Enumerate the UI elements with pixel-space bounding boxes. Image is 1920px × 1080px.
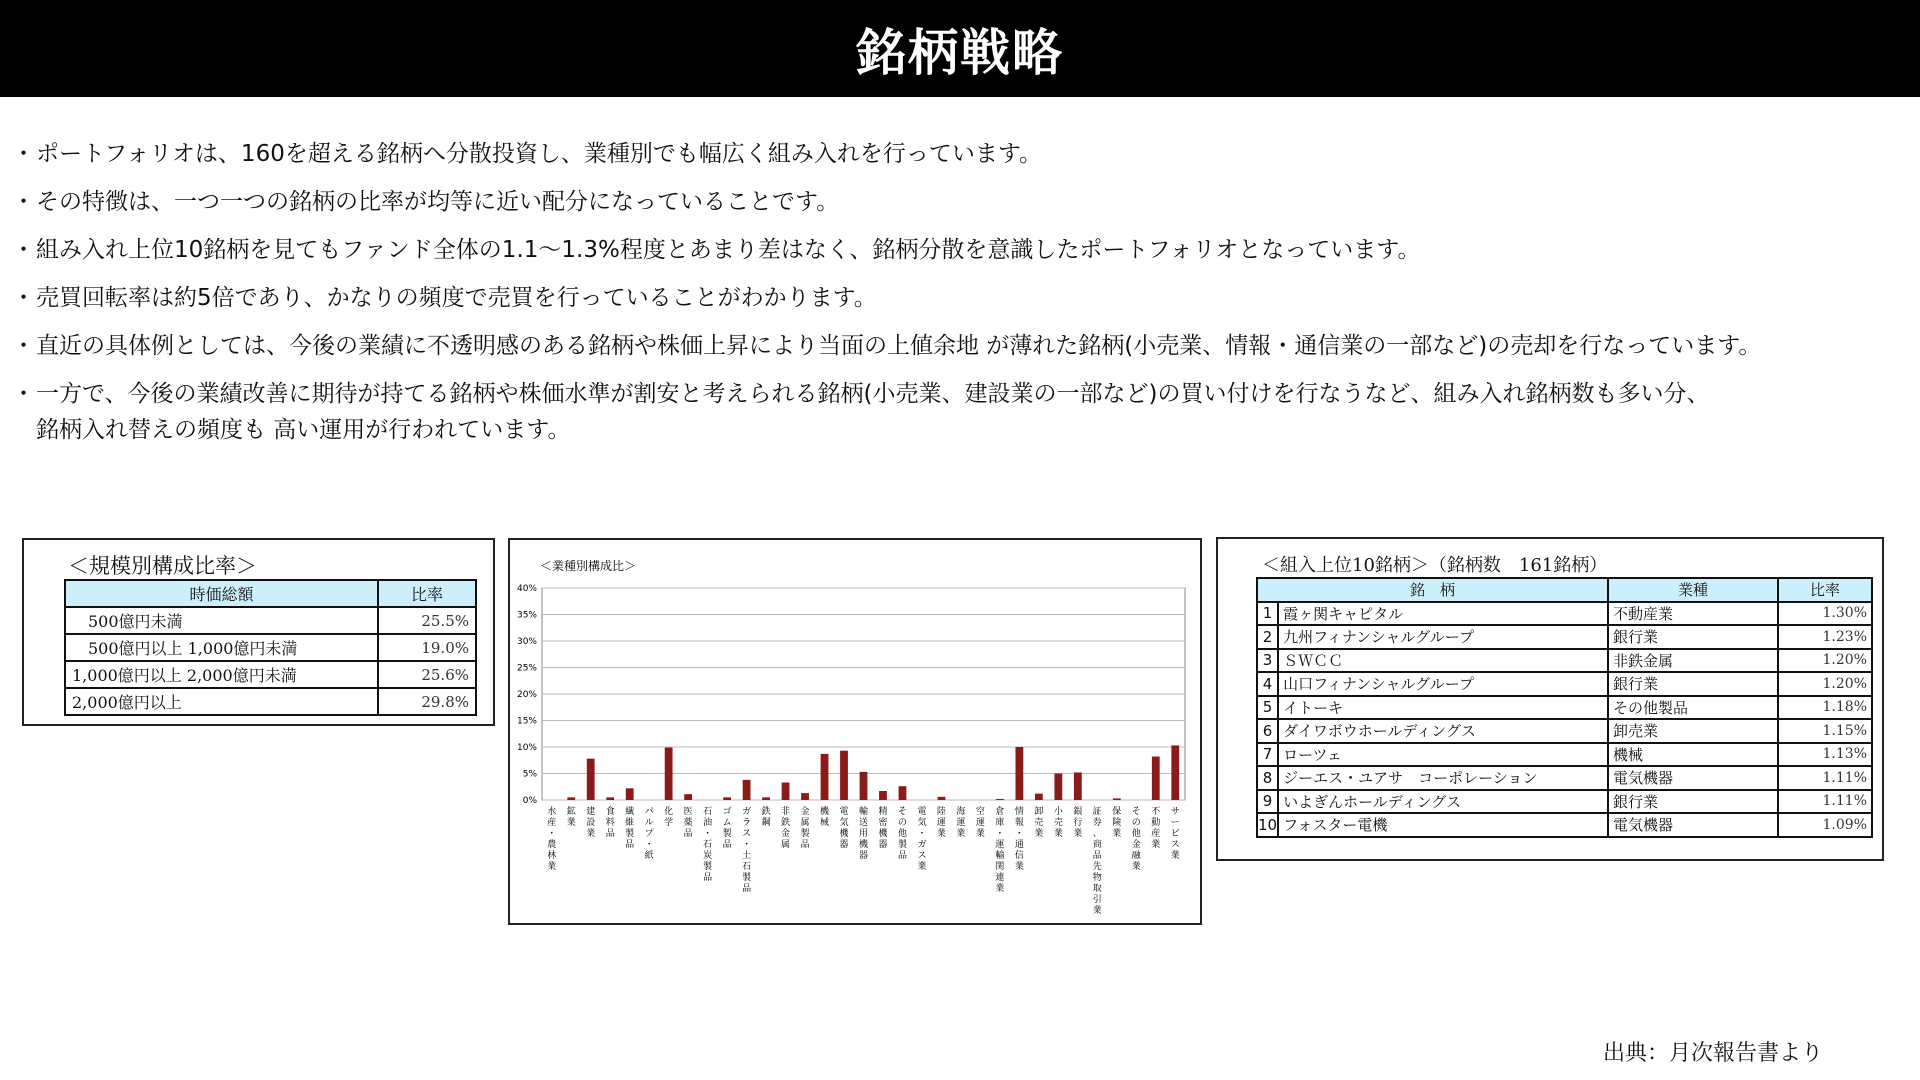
column-header-stock: 銘 柄 <box>1257 578 1608 602</box>
industry-cell: 銀行業 <box>1608 672 1778 696</box>
x-tick-label: 石油・石炭製品 <box>703 807 713 883</box>
page-title: 銘柄戦略 <box>856 23 1064 82</box>
bar <box>996 799 1004 800</box>
bullet-list <box>18 136 1908 460</box>
bar <box>1015 747 1023 800</box>
bar <box>1035 794 1043 800</box>
ratio-cell: 25.5% <box>378 607 476 634</box>
column-header-market-cap: 時価総額 <box>65 580 378 607</box>
x-tick-label: 繊維製品 <box>625 807 635 850</box>
y-tick-label: 35% <box>516 610 537 621</box>
market-cap-cell: 500億円以上 1,000億円未満 <box>65 634 378 661</box>
source-note: 出典：月次報告書より <box>1603 1041 1824 1066</box>
stock-name-cell: フォスター電機 <box>1278 813 1608 837</box>
industry-chart-panel <box>508 538 1202 925</box>
industry-cell: 卸売業 <box>1608 719 1778 743</box>
bar <box>762 797 770 800</box>
industry-cell: 銀行業 <box>1608 625 1778 649</box>
industry-cell: 銀行業 <box>1608 790 1778 814</box>
bar <box>938 797 946 800</box>
table-row <box>65 661 476 688</box>
x-tick-label: その他製品 <box>897 807 907 861</box>
industry-cell: 非鉄金属 <box>1608 649 1778 673</box>
header-bar <box>0 0 1920 97</box>
x-tick-label: 情報・通信業 <box>1014 807 1024 872</box>
stock-name-cell: ジーエス・ユアサ コーポレーション <box>1278 766 1608 790</box>
ratio-cell: 1.20% <box>1778 672 1872 696</box>
market-cap-cell: 1,000億円以上 2,000億円未満 <box>65 661 378 688</box>
stock-name-cell: イトーキ <box>1278 696 1608 720</box>
x-tick-label: 輸送用機器 <box>858 807 869 861</box>
x-tick-label: 倉庫・運輸関連業 <box>995 807 1005 894</box>
x-tick-label: 食料品 <box>605 807 615 839</box>
table-row <box>1257 696 1872 720</box>
bullet-item: ・ 直近の具体例としては、今後の業績に不透明感のある銘柄や株価上昇により当面の上値余地 が薄れた銘柄(小売業、情報・通信業の一部など)の売却を行なっています。 <box>18 328 1908 364</box>
x-tick-label: 卸売業 <box>1034 807 1044 839</box>
x-tick-label: ガラス・土石製品 <box>742 807 752 894</box>
y-tick-label: 10% <box>516 743 537 753</box>
ratio-cell: 1.13% <box>1778 743 1872 767</box>
market-cap-cell: 500億円未満 <box>65 607 378 634</box>
table-row <box>1257 672 1872 696</box>
x-tick-label: 証券、商品先物取引業 <box>1092 807 1102 916</box>
ratio-cell: 1.15% <box>1778 719 1872 743</box>
bar <box>1113 798 1121 800</box>
bar <box>1171 745 1179 800</box>
stock-name-cell: 山口フィナンシャルグループ <box>1278 672 1608 696</box>
bar <box>1054 774 1062 801</box>
rank-cell: 3 <box>1257 649 1278 673</box>
rank-cell: 8 <box>1257 766 1278 790</box>
y-tick-label: 0% <box>522 796 537 806</box>
bar <box>1152 757 1160 800</box>
ratio-cell: 19.0% <box>378 634 476 661</box>
rank-cell: 5 <box>1257 696 1278 720</box>
scale-panel-title: ＜規模別構成比率＞ <box>68 554 257 578</box>
x-tick-label: 空運業 <box>975 807 985 839</box>
table-row <box>65 634 476 661</box>
table-row <box>65 607 476 634</box>
bar <box>801 793 809 800</box>
bar <box>723 797 731 800</box>
x-tick-label: 鉄鋼 <box>761 807 771 828</box>
industry-bar-chart <box>510 540 1200 923</box>
bullet-item: ・ 売買回転率は約5倍であり、かなりの頻度で売買を行っていることがわかります。 <box>18 280 1908 316</box>
y-tick-label: 5% <box>522 769 537 780</box>
x-tick-label: 精密機器 <box>878 807 888 850</box>
table-row <box>1257 649 1872 673</box>
table-row <box>1257 602 1872 626</box>
stock-name-cell: ダイワボウホールディングス <box>1278 719 1608 743</box>
bar <box>743 780 751 800</box>
y-tick-label: 25% <box>516 663 537 674</box>
bar <box>587 759 595 800</box>
y-tick-label: 20% <box>516 690 537 700</box>
bullet-item: ・ 一方で、今後の業績改善に期待が持てる銘柄や株価水準が割安と考えられる銘柄(小売業、建設業の一部など)の買い付けを行なうなど、組み入れ銘柄数も多い分、 銘柄入れ替えの頻度も 高い運用が行われています。 <box>18 376 1908 448</box>
ratio-cell: 1.11% <box>1778 790 1872 814</box>
top10-panel-title: ＜組入上位10銘柄＞（銘柄数 161銘柄） <box>1262 555 1608 576</box>
bullet-item: ・ ポートフォリオは、160を超える銘柄へ分散投資し、業種別でも幅広く組み入れを行っています。 <box>18 136 1908 172</box>
table-row <box>1257 813 1872 837</box>
top10-holdings-panel <box>1216 537 1884 861</box>
table-row <box>1257 790 1872 814</box>
ratio-cell: 1.30% <box>1778 602 1872 626</box>
industry-cell: 機械 <box>1608 743 1778 767</box>
industry-cell: その他製品 <box>1608 696 1778 720</box>
x-tick-label: 金属製品 <box>800 807 810 850</box>
x-tick-label: 陸運業 <box>936 807 946 839</box>
x-tick-label: パルプ・紙 <box>644 807 654 861</box>
y-tick-label: 40% <box>516 584 537 594</box>
table-row <box>1257 743 1872 767</box>
rank-cell: 1 <box>1257 602 1278 626</box>
scale-composition-panel <box>22 538 495 726</box>
x-tick-label: 化学 <box>664 807 674 828</box>
x-tick-label: その他金融業 <box>1131 807 1141 872</box>
rank-cell: 9 <box>1257 790 1278 814</box>
x-tick-label: ゴム製品 <box>722 807 732 850</box>
chart-title: ＜業種別構成比＞ <box>540 559 637 573</box>
ratio-cell: 29.8% <box>378 688 476 715</box>
column-header-ratio: 比率 <box>378 580 476 607</box>
x-tick-label: 銀行業 <box>1073 807 1083 839</box>
column-header-industry: 業種 <box>1608 578 1778 602</box>
ratio-cell: 1.23% <box>1778 625 1872 649</box>
bar <box>1074 772 1082 800</box>
bar <box>821 754 829 800</box>
y-tick-label: 30% <box>516 637 537 647</box>
stock-name-cell: ローツェ <box>1278 743 1608 767</box>
bar <box>879 791 887 800</box>
x-tick-label: 保険業 <box>1112 807 1122 839</box>
bullet-item: ・ 組み入れ上位10銘柄を見てもファンド全体の1.1～1.3%程度とあまり差はなく、銘柄分散を意識したポートフォリオとなっています。 <box>18 232 1908 268</box>
y-tick-label: 15% <box>516 716 537 727</box>
x-tick-label: 小売業 <box>1053 807 1063 839</box>
stock-name-cell: 霞ヶ関キャピタル <box>1278 602 1608 626</box>
x-tick-label: 鉱業 <box>566 807 576 828</box>
table-header-row <box>65 580 476 607</box>
bar <box>567 797 575 800</box>
table-row <box>1257 719 1872 743</box>
x-tick-label: 医薬品 <box>683 807 693 839</box>
bar <box>665 748 673 800</box>
x-tick-label: 海運業 <box>956 807 966 839</box>
bar <box>840 751 848 800</box>
ratio-cell: 1.11% <box>1778 766 1872 790</box>
ratio-cell: 1.18% <box>1778 696 1872 720</box>
x-tick-label: 機械 <box>820 807 830 828</box>
bar <box>684 794 692 800</box>
x-tick-label: サービス業 <box>1170 807 1180 861</box>
ratio-cell: 1.20% <box>1778 649 1872 673</box>
bar <box>899 786 907 800</box>
market-cap-cell: 2,000億円以上 <box>65 688 378 715</box>
table-row <box>1257 766 1872 790</box>
bar <box>606 797 614 800</box>
scale-table <box>64 579 477 716</box>
rank-cell: 10 <box>1257 813 1278 837</box>
column-header-ratio: 比率 <box>1778 578 1872 602</box>
x-tick-label: 建設業 <box>586 807 596 839</box>
industry-cell: 電気機器 <box>1608 813 1778 837</box>
industry-cell: 不動産業 <box>1608 602 1778 626</box>
rank-cell: 4 <box>1257 672 1278 696</box>
x-tick-label: 電気・ガス業 <box>917 807 927 872</box>
top10-table <box>1256 577 1873 838</box>
industry-cell: 電気機器 <box>1608 766 1778 790</box>
stock-name-cell: 九州フィナンシャルグループ <box>1278 625 1608 649</box>
ratio-cell: 25.6% <box>378 661 476 688</box>
x-tick-label: 電気機器 <box>839 807 849 850</box>
x-tick-label: 不動産業 <box>1151 807 1161 850</box>
rank-cell: 2 <box>1257 625 1278 649</box>
table-row <box>65 688 476 715</box>
rank-cell: 7 <box>1257 743 1278 767</box>
ratio-cell: 1.09% <box>1778 813 1872 837</box>
stock-name-cell: ＳＷＣＣ <box>1278 649 1608 673</box>
top10-table-body <box>1257 602 1872 837</box>
bullet-item: ・ その特徴は、一つ一つの銘柄の比率が均等に近い配分になっていることです。 <box>18 184 1908 220</box>
rank-cell: 6 <box>1257 719 1278 743</box>
x-tick-label: 水産・農林業 <box>547 807 557 872</box>
x-tick-label: 非鉄金属 <box>781 807 791 850</box>
bar <box>782 783 790 800</box>
table-row <box>1257 625 1872 649</box>
table-header-row <box>1257 578 1872 602</box>
bar <box>860 772 868 800</box>
stock-name-cell: いよぎんホールディングス <box>1278 790 1608 814</box>
bar <box>626 788 634 800</box>
